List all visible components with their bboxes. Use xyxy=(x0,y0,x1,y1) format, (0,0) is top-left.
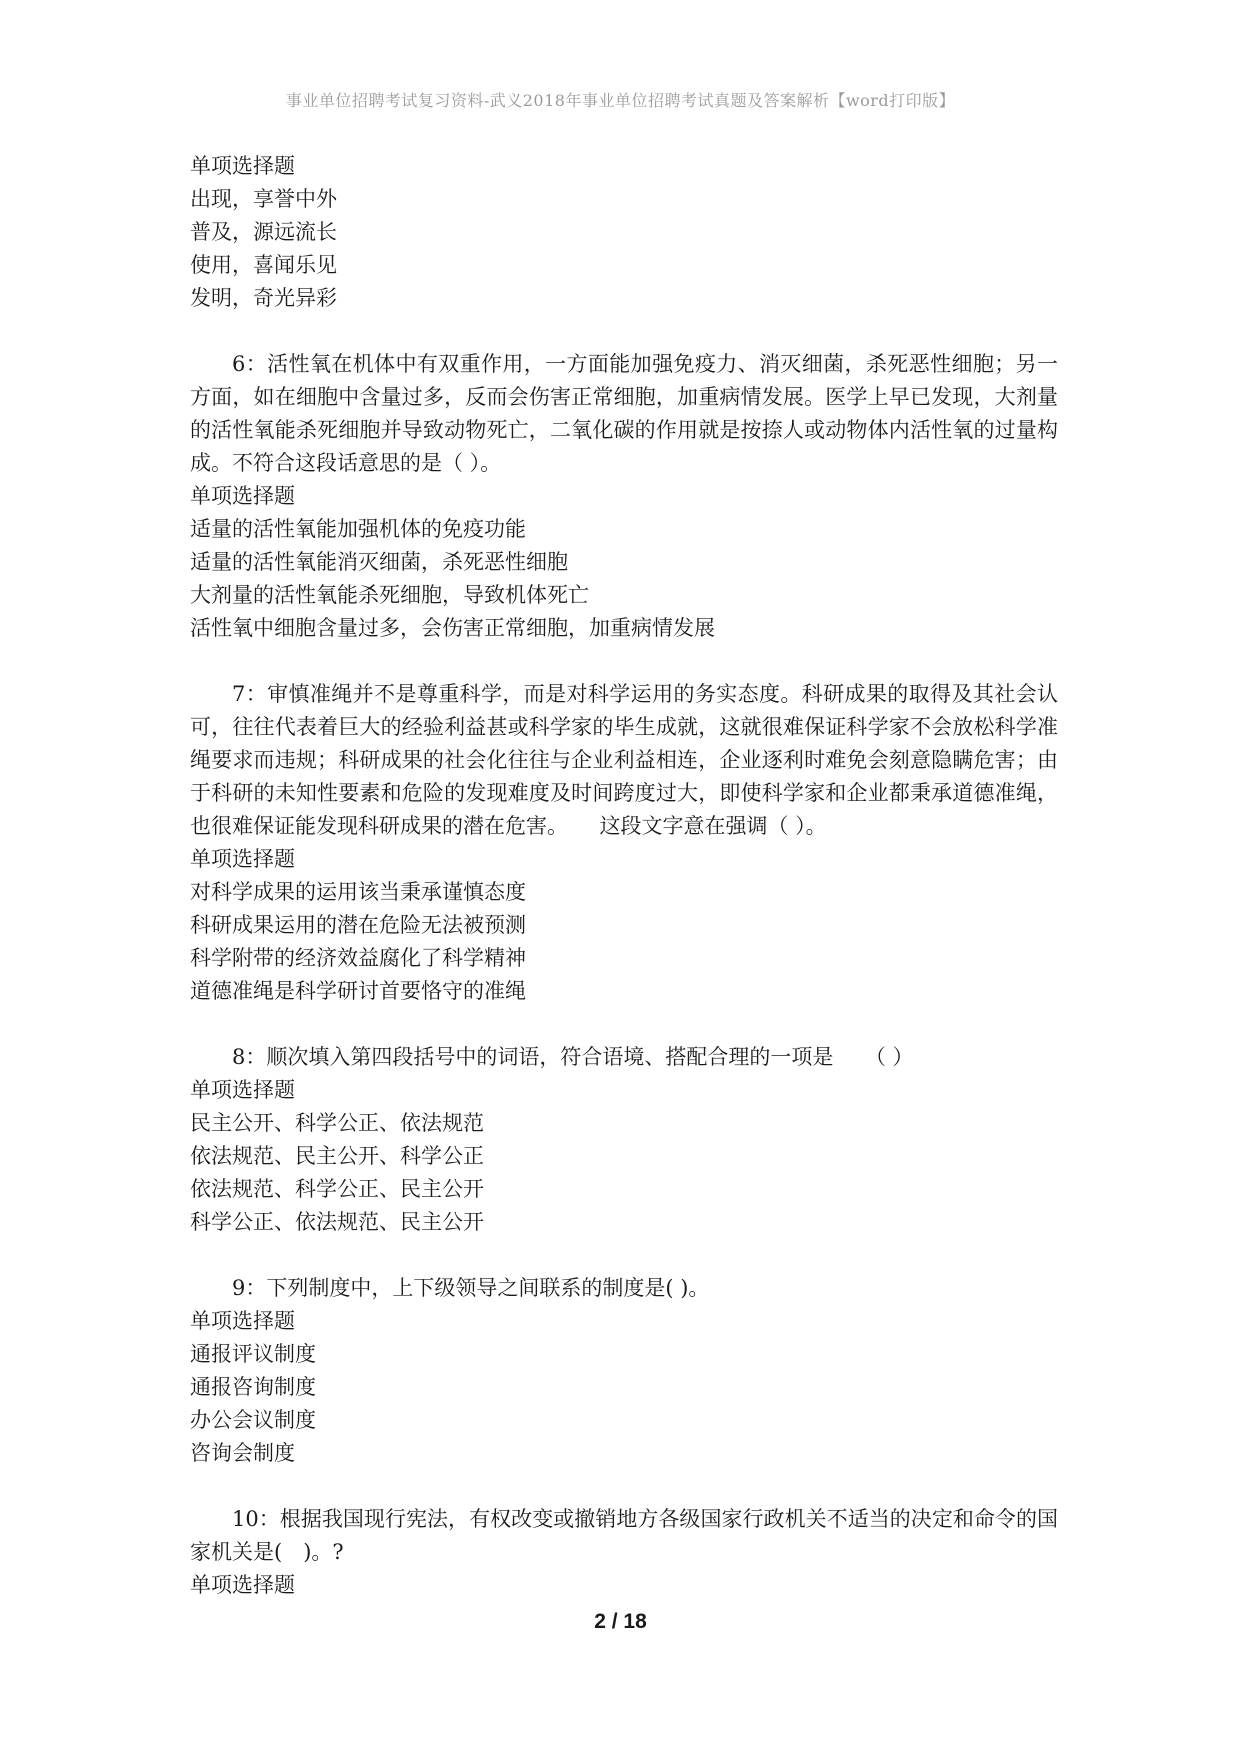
option-4: 道德准绳是科学研讨首要恪守的准绳 xyxy=(190,979,526,1003)
option-1: 通报评议制度 xyxy=(190,1342,316,1366)
option-2: 通报咨询制度 xyxy=(190,1375,316,1399)
option-3: 大剂量的活性氧能杀死细胞，导致机体死亡 xyxy=(190,583,589,607)
option-1: 对科学成果的运用该当秉承谨慎态度 xyxy=(190,880,526,904)
option-4: 咨询会制度 xyxy=(190,1441,295,1465)
question-text: 7：审慎准绳并不是尊重科学，而是对科学运用的务实态度。科研成果的取得及其社会认可，往往代表着巨大的经验利益甚或科学家的毕生成就，这就很难保证科学家不会放松科学准绳要求而违规；科研成果的社会化往往与企业利益相连，企业逐利时难免会刻意隐瞒危害；由于科研的未知性要素和危险的发现难度及时间跨度过大，即使科学家和企业都秉承道德准绳，也很难保证能发现科研成果的潜在危害。 这段文字意在强调（ ）。 xyxy=(190,682,1058,838)
question-type-label: 单项选择题 xyxy=(190,847,295,871)
option-4: 活性氧中细胞含量过多，会伤害正常细胞，加重病情发展 xyxy=(190,616,715,640)
option-4: 发明，奇光异彩 xyxy=(190,286,337,310)
question-type-label: 单项选择题 xyxy=(190,1309,295,1333)
page-header: 事业单位招聘考试复习资料-武义2018年事业单位招聘考试真题及答案解析【word打印版】 xyxy=(285,91,956,110)
option-3: 办公会议制度 xyxy=(190,1408,316,1432)
option-3: 依法规范、科学公正、民主公开 xyxy=(190,1177,484,1201)
option-1: 出现，享誉中外 xyxy=(190,187,337,211)
option-2: 适量的活性氧能消灭细菌，杀死恶性细胞 xyxy=(190,550,568,574)
option-4: 科学公正、依法规范、民主公开 xyxy=(190,1210,484,1234)
question-type-label: 单项选择题 xyxy=(190,1573,295,1597)
option-3: 使用，喜闻乐见 xyxy=(190,253,337,277)
question-10 xyxy=(190,1503,1058,1602)
intro-block xyxy=(190,150,1058,315)
question-text: 6：活性氧在机体中有双重作用，一方面能加强免疫力、消灭细菌，杀死恶性细胞；另一方面，如在细胞中含量过多，反而会伤害正常细胞，加重病情发展。医学上早已发现，大剂量的活性氧能杀死细胞并导致动物死亡，二氧化碳的作用就是按捺人或动物体内活性氧的过量构成。不符合这段话意思的是（ ）。 xyxy=(190,352,1058,475)
question-text: 9：下列制度中，上下级领导之间联系的制度是( )。 xyxy=(232,1276,710,1300)
option-3: 科学附带的经济效益腐化了科学精神 xyxy=(190,946,526,970)
option-1: 适量的活性氧能加强机体的免疫功能 xyxy=(190,517,526,541)
question-6 xyxy=(190,348,1058,645)
question-9 xyxy=(190,1272,1058,1470)
option-1: 民主公开、科学公正、依法规范 xyxy=(190,1111,484,1135)
document-body xyxy=(190,150,1058,1602)
option-2: 科研成果运用的潜在危险无法被预测 xyxy=(190,913,526,937)
option-2: 普及，源远流长 xyxy=(190,220,337,244)
option-2: 依法规范、民主公开、科学公正 xyxy=(190,1144,484,1168)
question-type-label: 单项选择题 xyxy=(190,484,295,508)
question-7 xyxy=(190,678,1058,1008)
question-type-label: 单项选择题 xyxy=(190,154,295,178)
question-type-label: 单项选择题 xyxy=(190,1078,295,1102)
question-text: 8：顺次填入第四段括号中的词语，符合语境、搭配合理的一项是 （ ） xyxy=(232,1045,914,1069)
question-8 xyxy=(190,1041,1058,1239)
page-number: 2 / 18 xyxy=(594,1610,647,1633)
question-text: 10：根据我国现行宪法，有权改变或撤销地方各级国家行政机关不适当的决定和命令的国家机关是( )。? xyxy=(190,1507,1058,1564)
